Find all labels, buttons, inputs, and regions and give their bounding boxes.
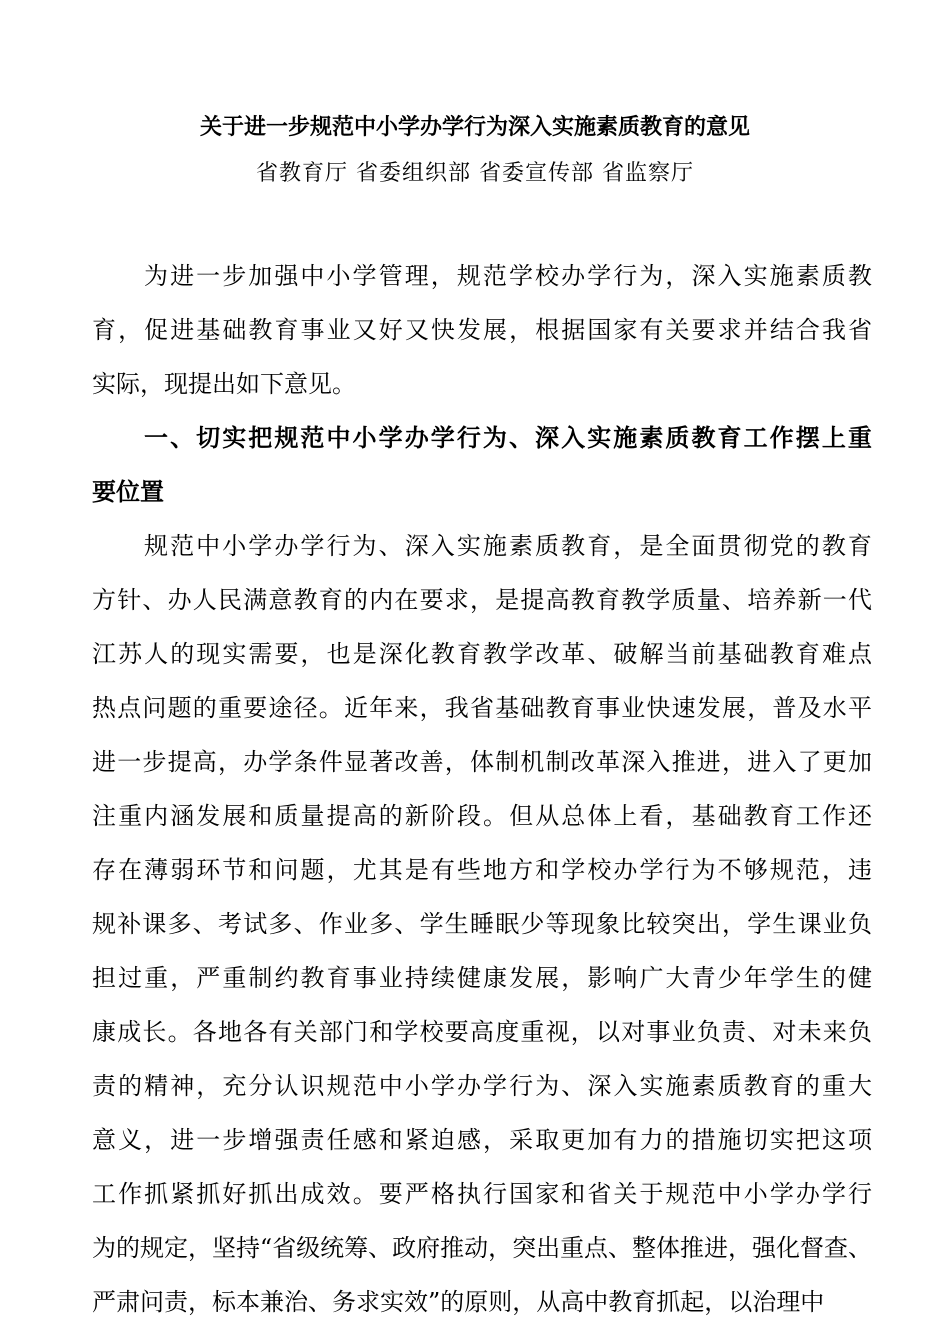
body-line: 方针、办人民满意教育的内在要求，是提高教育教学质量、培养新一代 xyxy=(92,586,874,614)
body-line: 江苏人的现实需要，也是深化教育教学改革、破解当前基础教育难点 xyxy=(92,640,875,668)
document-body xyxy=(92,256,875,1336)
body-line: 为进一步加强中小学管理，规范学校办学行为，深入实施素质教 xyxy=(144,262,874,290)
body-line: 工作抓紧抓好抓出成效。要严格执行国家和省关于规范中小学办学行 xyxy=(92,1180,875,1208)
body-line: 意义，进一步增强责任感和紧迫感，采取更加有力的措施切实把这项 xyxy=(92,1126,875,1154)
section-heading-line: 要位置 xyxy=(92,478,164,506)
body-line: 严肃问责，标本兼治、务求实效”的原则，从高中教育抓起，以治理中 xyxy=(92,1288,825,1316)
body-line: 注重内涵发展和质量提高的新阶段。但从总体上看，基础教育工作还 xyxy=(92,802,875,830)
body-line: 热点问题的重要途径。近年来，我省基础教育事业快速发展，普及水平 xyxy=(92,694,874,722)
body-line: 担过重，严重制约教育事业持续健康发展，影响广大青少年学生的健 xyxy=(92,964,875,992)
body-line: 规范中小学办学行为、深入实施素质教育，是全面贯彻党的教育 xyxy=(144,532,874,560)
document-title: 关于进一步规范中小学办学行为深入实施素质教育的意见 xyxy=(199,115,750,140)
body-line: 实际，现提出如下意见。 xyxy=(92,370,356,398)
body-line: 规补课多、考试多、作业多、学生睡眠少等现象比较突出，学生课业负 xyxy=(92,910,874,938)
body-line: 进一步提高，办学条件显著改善，体制机制改革深入推进，进入了更加 xyxy=(92,748,874,776)
body-line: 育，促进基础教育事业又好又快发展，根据国家有关要求并结合我省 xyxy=(92,316,875,344)
body-line: 康成长。各地各有关部门和学校要高度重视，以对事业负责、对未来负 xyxy=(92,1018,874,1046)
body-line: 为的规定，坚持“省级统筹、政府推动，突出重点、整体推进，强化督查、 xyxy=(92,1234,872,1262)
section-heading-line: 一、切实把规范中小学办学行为、深入实施素质教育工作摆上重 xyxy=(144,424,874,452)
document-authors: 省教育厅 省委组织部 省委宣传部 省监察厅 xyxy=(256,161,694,186)
body-line: 责的精神，充分认识规范中小学办学行为、深入实施素质教育的重大 xyxy=(92,1072,875,1100)
body-line: 存在薄弱环节和问题，尤其是有些地方和学校办学行为不够规范，违 xyxy=(92,856,875,884)
